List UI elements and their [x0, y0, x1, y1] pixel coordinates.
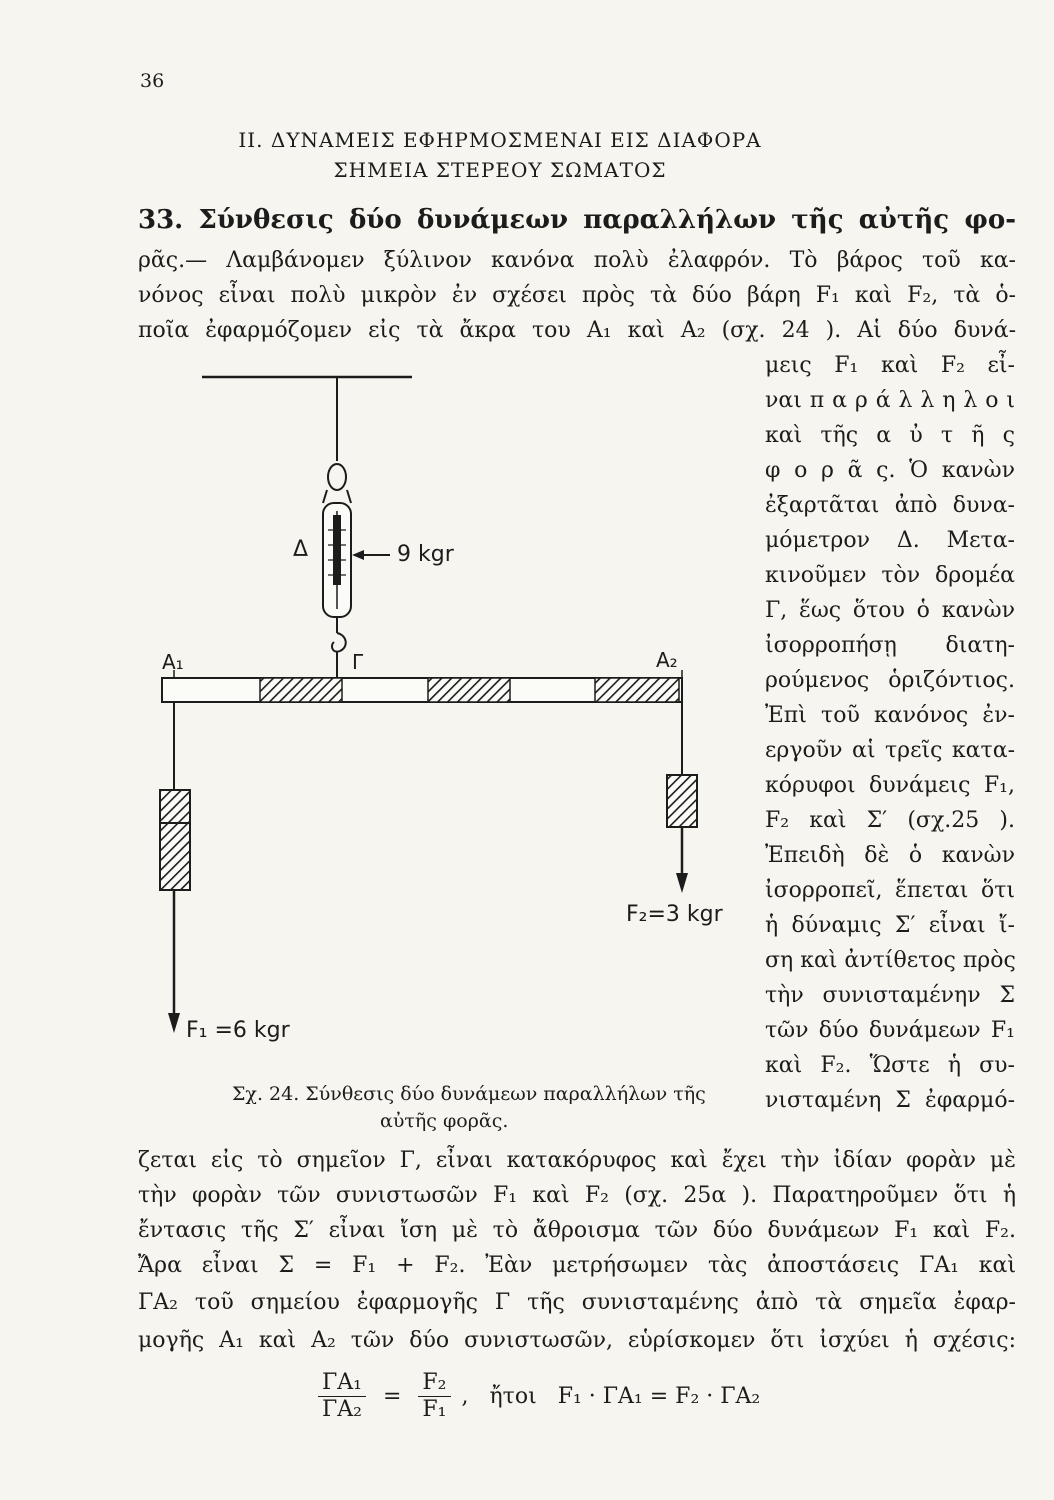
figure-caption-line-2: αὐτῆς φορᾶς. [380, 1110, 509, 1132]
figure-caption-line-1: Σχ. 24. Σύνθεσις δύο δυνάμεων παραλλήλων τῆς [232, 1083, 706, 1105]
equation-equals: = [382, 1383, 402, 1409]
equation-rhs-denominator: F₁ [422, 1397, 447, 1422]
rod-hatch-2 [428, 678, 510, 702]
paragraph-line: ποῖα ἐφαρμόζομεν εἰς τὰ ἄκρα του A₁ καὶ A₂ (σχ. 24 ). Αἱ δύο δυνά- [138, 318, 1016, 343]
chapter-heading-line-1: II. ΔΥΝΑΜΕΙΣ ΕΦΗΡΜΟΣΜΕΝΑΙ ΕΙΣ ΔΙΑΦΟΡΑ [238, 128, 762, 152]
side-paragraph-line: ἰσορροπήσῃ διατη- [765, 633, 1015, 658]
equation-product: F₁ · ΓA₁ = F₂ · ΓA₂ [557, 1383, 761, 1409]
side-paragraph-line: μεις F₁ καὶ F₂ εἶ- [765, 353, 1015, 378]
side-paragraph-line: τῶν δύο δυνάμεων F₁ [765, 1018, 1015, 1043]
label-f1: F₁ =6 kgr [186, 1018, 290, 1043]
side-paragraph-line: ρούμενος ὁριζόντιος. [765, 668, 1015, 693]
f2-arrowhead [676, 873, 688, 893]
equation-lhs-numerator: ΓA₁ [318, 1372, 366, 1397]
paragraph-line: Ἄρα εἶναι Σ = F₁ + F₂. Ἐὰν μετρήσωμεν τὰς ἀποστάσεις ΓA₁ καὶ [138, 1253, 1016, 1278]
side-paragraph-line: ἐξαρτᾶται ἀπὸ δυνα- [765, 493, 1015, 518]
page-number: 36 [140, 70, 165, 92]
side-paragraph-line: κινοῦμεν τὸν δρομέα [765, 563, 1015, 588]
side-paragraph-line: μόμετρον Δ. Μετα- [765, 528, 1015, 553]
label-a1: A₁ [162, 650, 184, 674]
equation-fraction-right [418, 1372, 450, 1421]
label-f2: F₂=3 kgr [626, 902, 723, 927]
side-paragraph-line: Ἐπὶ τοῦ κανόνος ἐν- [765, 703, 1015, 728]
side-paragraph-line: ναι π α ρ ά λ λ η λ ο ι [765, 388, 1015, 413]
side-paragraph-line: φ ο ρ ᾶ ς. Ὁ κανὼν [765, 458, 1015, 483]
side-paragraph-line: ἡ δύναμις Σ′ εἶναι ἴ- [765, 913, 1015, 938]
rod-hatch-3 [595, 678, 679, 702]
paragraph-line: ΓA₂ τοῦ σημείου ἐφαρμογῆς Γ τῆς συνισταμένης ἀπὸ τὰ σημεῖα ἐφαρ- [138, 1290, 1016, 1315]
side-paragraph-line: καὶ τῆς α ὐ τ ῆ ς [765, 423, 1015, 448]
paragraph-line: νόνος εἶναι πολὺ μικρὸν ἐν σχέσει πρὸς τὰ δύο βάρη F₁ καὶ F₂, τὰ ὁ- [138, 283, 1016, 308]
paragraph-line: ζεται εἰς τὸ σημεῖον Γ, εἶναι κατακόρυφος καὶ ἔχει τὴν ἰδίαν φορὰν μὲ [138, 1148, 1016, 1173]
figure-24-diagram [140, 365, 760, 1055]
side-paragraph-line: καὶ F₂. Ὥστε ἡ συ- [765, 1053, 1015, 1078]
chapter-heading-line-2: ΣΗΜΕΙΑ ΣΤΕΡΕΟΥ ΣΩΜΑΤΟΣ [333, 158, 667, 182]
equation-rhs-numerator: F₂ [418, 1372, 450, 1397]
side-paragraph-line: ση καὶ ἀντίθετος πρὸς [765, 948, 1016, 973]
equation-fraction-left [318, 1372, 366, 1421]
f1-weight [160, 790, 190, 890]
dynamometer [323, 464, 351, 678]
side-paragraph-line: Ἐπειδὴ δὲ ὁ κανὼν [765, 843, 1015, 868]
rod-hatch-1 [260, 678, 342, 702]
f2-weight [667, 775, 697, 827]
f1-arrowhead [168, 1013, 180, 1033]
paragraph-line: μογῆς A₁ καὶ A₂ τῶν δύο συνιστωσῶν, εὑρίσκομεν ὅτι ἰσχύει ἡ σχέσις: [138, 1328, 1016, 1353]
label-gamma: Γ [352, 650, 364, 674]
label-reading: 9 kgr [397, 542, 454, 567]
side-paragraph-line: νισταμένη Σ ἐφαρμό- [765, 1088, 1015, 1113]
paragraph-line: τὴν φορὰν τῶν συνιστωσῶν F₁ καὶ F₂ (σχ. 25α ). Παρατηροῦμεν ὅτι ἡ [138, 1183, 1016, 1208]
side-paragraph-line: F₂ καὶ Σ′ (σχ.25 ). [765, 808, 1015, 833]
reading-pointer-head [352, 550, 364, 560]
side-paragraph-line: Γ, ἕως ὅτου ὁ κανὼν [765, 598, 1015, 623]
side-paragraph-line: κόρυφοι δυνάμεις F₁, [765, 773, 1015, 798]
equation-lhs-denominator: ΓA₂ [322, 1397, 362, 1422]
label-a2: A₂ [656, 648, 678, 672]
paragraph-line: ρᾶς.— Λαμβάνομεν ξύλινον κανόνα πολὺ ἐλαφρόν. Τὸ βάρος τοῦ κα- [138, 248, 1016, 273]
equation [318, 1372, 760, 1421]
side-paragraph-line: ἰσορροπεῖ, ἕπεται ὅτι [765, 878, 1015, 903]
label-dynamometer: Δ [293, 537, 309, 562]
paragraph-line: ἔντασις τῆς Σ′ εἶναι ἴση μὲ τὸ ἄθροισμα τῶν δύο δυνάμεων F₁ καὶ F₂. [138, 1218, 1016, 1243]
side-paragraph-line: εργοῦν αἱ τρεῖς κατα- [765, 738, 1015, 763]
section-title: 33. Σύνθεσις δύο δυνάμεων παραλλήλων τῆς αὐτῆς φο- [138, 205, 1016, 235]
side-paragraph-line: τὴν συνισταμένην Σ [765, 983, 1015, 1008]
equation-connector: , ἤτοι [461, 1383, 537, 1409]
